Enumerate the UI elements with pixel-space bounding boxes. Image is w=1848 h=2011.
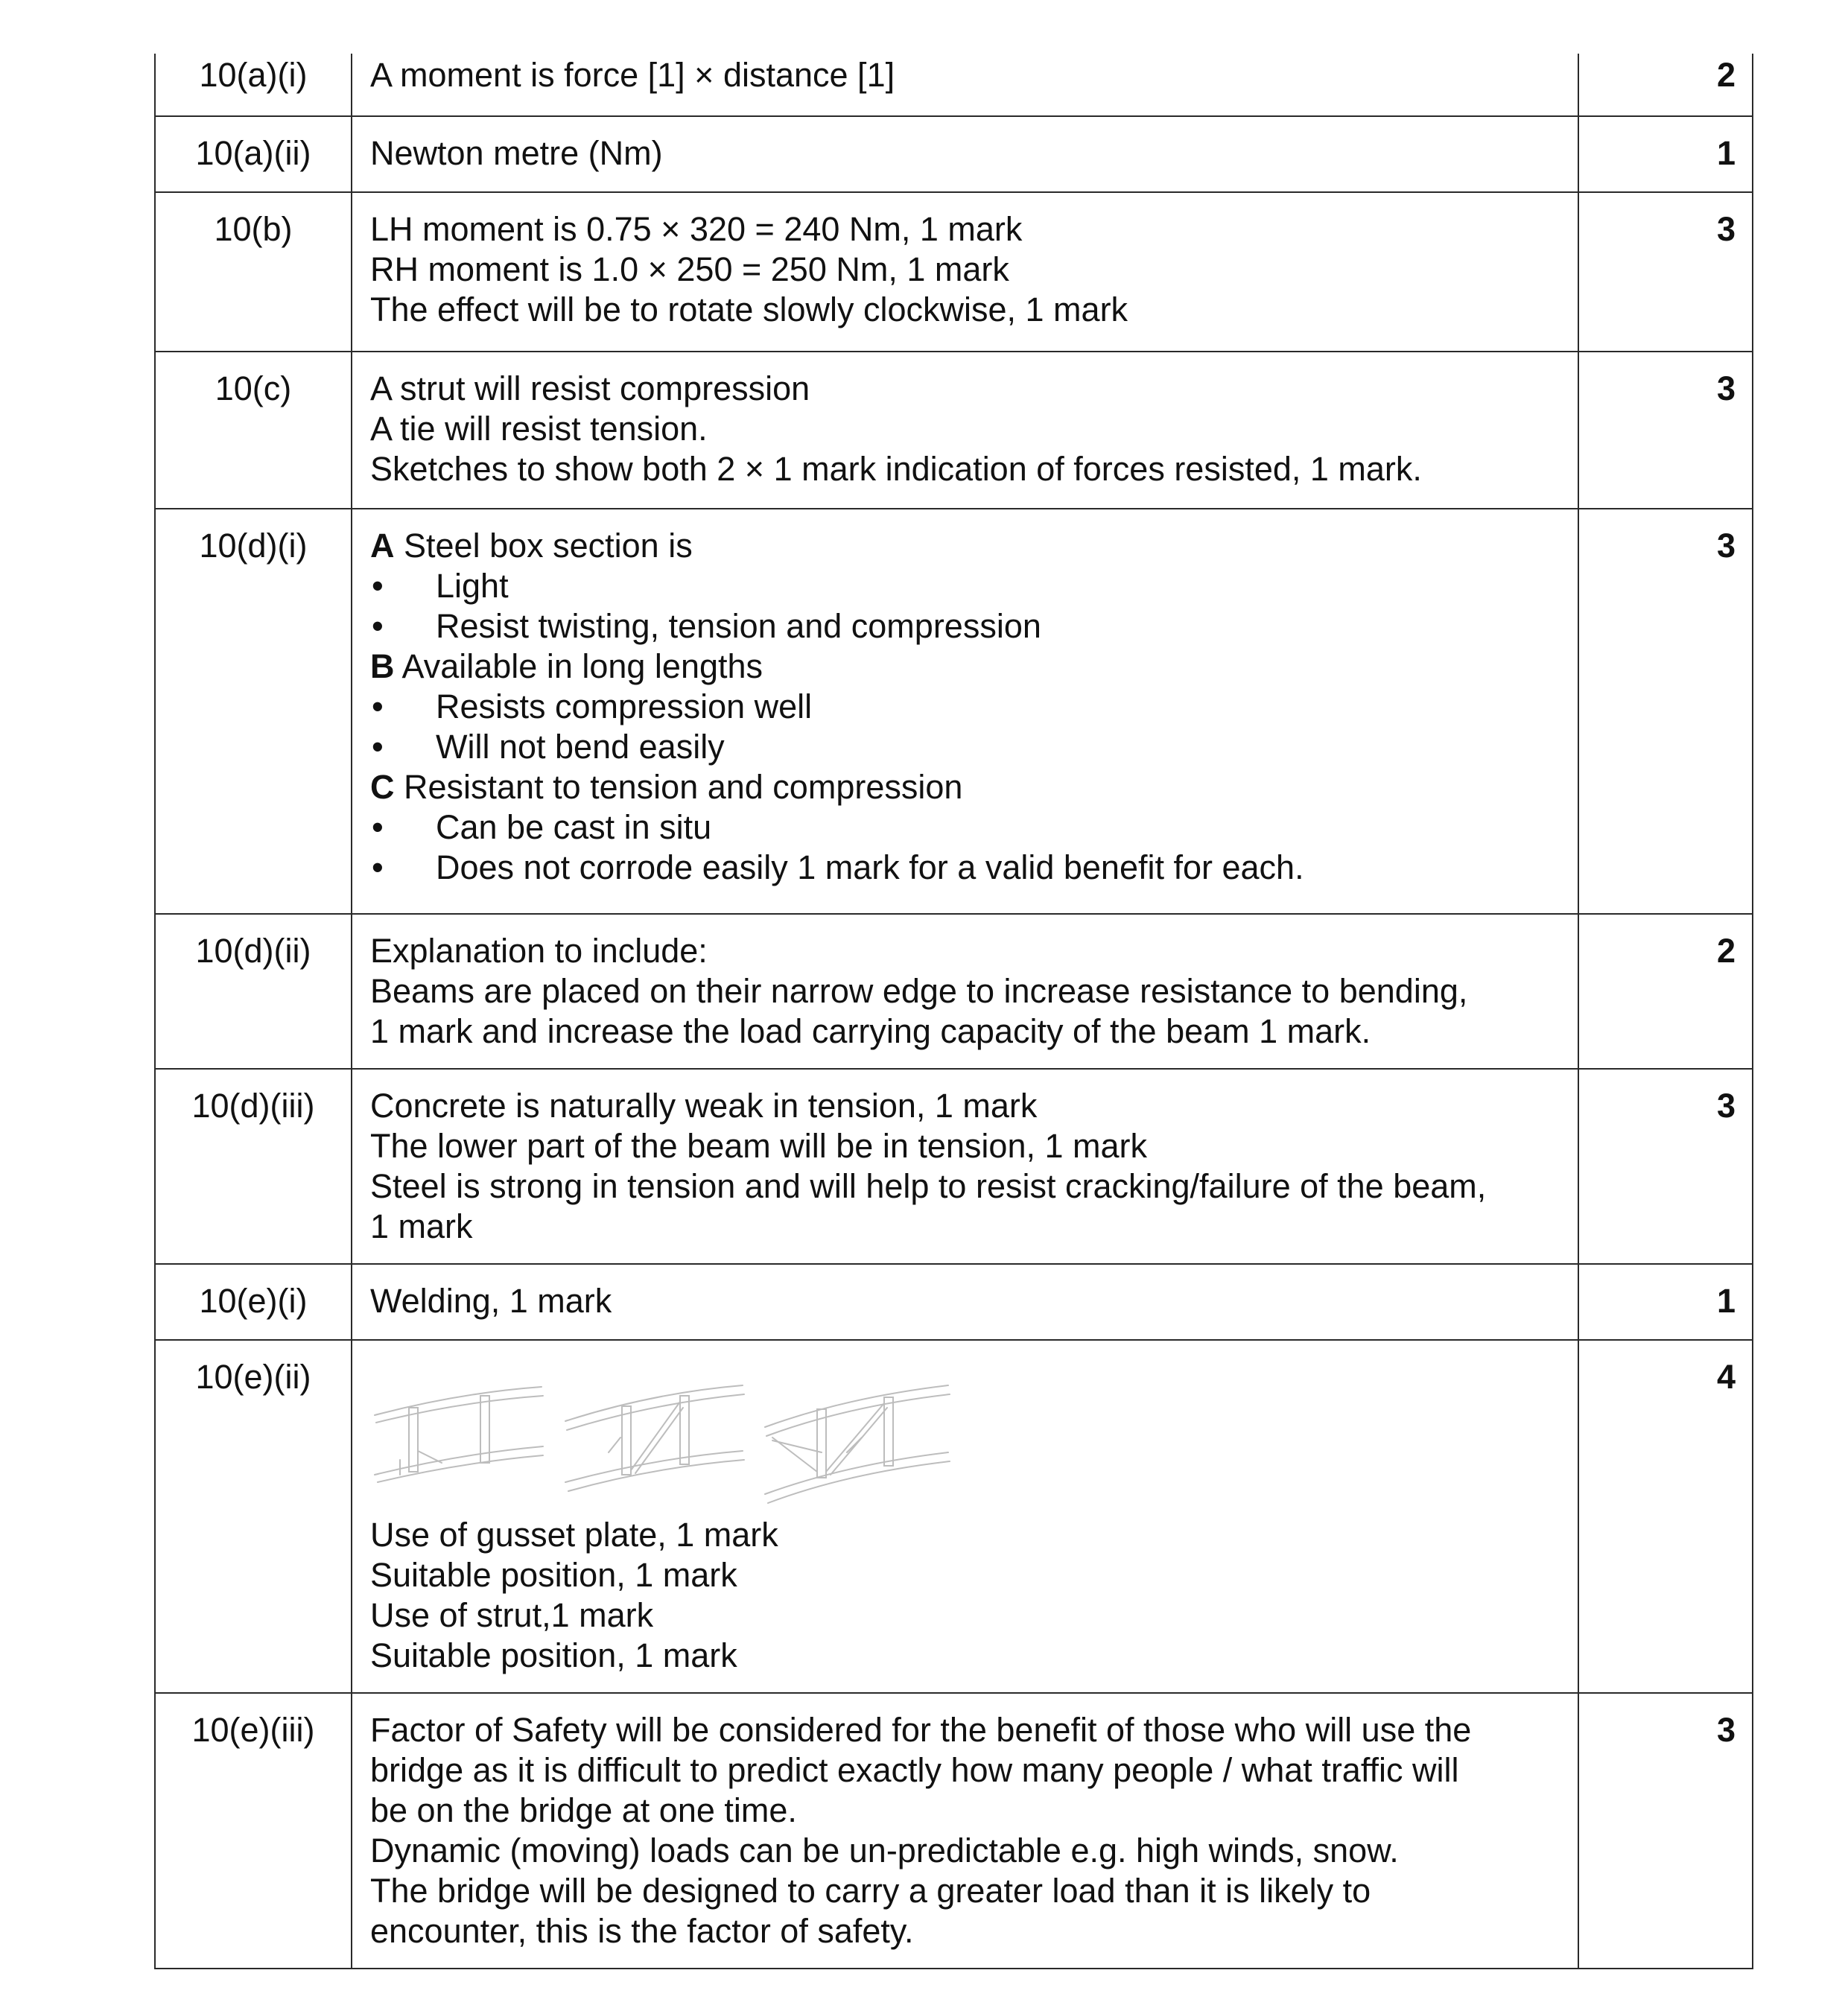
table-row — [155, 914, 1753, 1069]
question-number: 10(e)(i) — [155, 1264, 352, 1340]
answer-line: Beams are placed on their narrow edge to increase resistance to bending, — [370, 972, 1468, 1010]
question-number: 10(e)(iii) — [155, 1693, 352, 1969]
question-number: 10(a)(ii) — [155, 116, 352, 192]
answer-cell — [352, 1340, 1578, 1693]
answer-cell — [352, 1264, 1578, 1340]
answer-cell — [352, 116, 1578, 192]
bullet-text: Resist twisting, tension and compression — [436, 607, 1041, 645]
table-row — [155, 509, 1753, 914]
marks-value: 1 — [1578, 1264, 1753, 1340]
truss-sketch-3 — [765, 1385, 950, 1503]
bullet-icon: • — [372, 848, 384, 886]
truss-joint-sketches — [370, 1363, 951, 1505]
bullet-text: Light — [436, 567, 509, 605]
answer-cell — [352, 352, 1578, 509]
answer-line: Suitable position, 1 mark — [370, 1556, 737, 1594]
mark-scheme-table — [154, 54, 1753, 1969]
bullet-icon: • — [372, 728, 384, 766]
question-number: 10(d)(ii) — [155, 914, 352, 1069]
table-row — [155, 54, 1753, 116]
question-number: 10(d)(iii) — [155, 1069, 352, 1264]
answer-line: The lower part of the beam will be in tension, 1 mark — [370, 1127, 1147, 1165]
answer-line: The effect will be to rotate slowly clockwise, 1 mark — [370, 290, 1128, 328]
marks-value: 3 — [1578, 1069, 1753, 1264]
list-item — [370, 687, 1560, 727]
table-row — [155, 1264, 1753, 1340]
truss-sketch-1 — [375, 1387, 543, 1482]
table-row — [155, 192, 1753, 352]
question-number: 10(d)(i) — [155, 509, 352, 914]
answer-cell — [352, 1069, 1578, 1264]
list-item — [370, 606, 1560, 646]
answer-line: 1 mark — [370, 1207, 473, 1245]
answer-cell — [352, 192, 1578, 352]
answer-cell — [352, 509, 1578, 914]
question-number: 10(b) — [155, 192, 352, 352]
answer-line: The bridge will be designed to carry a greater load than it is likely to — [370, 1872, 1371, 1910]
answer-line: Explanation to include: — [370, 932, 708, 970]
section-text-b: Available in long lengths — [394, 647, 763, 685]
answer-line: Steel is strong in tension and will help to resist cracking/failure of the beam, — [370, 1167, 1487, 1205]
answer-line: bridge as it is difficult to predict exactly how many people / what traffic will — [370, 1751, 1459, 1789]
answer-line: Factor of Safety will be considered for the benefit of those who will use the — [370, 1711, 1472, 1749]
answer-line: Concrete is naturally weak in tension, 1 mark — [370, 1087, 1038, 1125]
answer-line: Use of gusset plate, 1 mark — [370, 1516, 778, 1554]
answer-line: Use of strut,1 mark — [370, 1596, 654, 1634]
answer-cell — [352, 1693, 1578, 1969]
bullet-icon: • — [372, 567, 384, 605]
marks-value: 4 — [1578, 1340, 1753, 1693]
answer-line: Welding, 1 mark — [370, 1282, 612, 1320]
marks-value: 3 — [1578, 192, 1753, 352]
section-heading-b — [370, 646, 1560, 687]
section-label-c: C — [370, 768, 395, 806]
table-row — [155, 1693, 1753, 1969]
bullet-icon: • — [372, 607, 384, 645]
table-row — [155, 1340, 1753, 1693]
section-text-a: Steel box section is — [394, 527, 693, 565]
answer-line: A tie will resist tension. — [370, 410, 708, 448]
bullet-icon: • — [372, 808, 384, 846]
answer-line: A moment is force [1] × distance [1] — [370, 56, 895, 94]
list-item — [370, 727, 1560, 767]
question-number: 10(e)(ii) — [155, 1340, 352, 1693]
question-number: 10(c) — [155, 352, 352, 509]
truss-sketch-2 — [565, 1385, 744, 1491]
bullet-text: Can be cast in situ — [436, 808, 712, 846]
bullet-text: Will not bend easily — [436, 728, 725, 766]
section-heading-a — [370, 526, 1560, 566]
bullet-text: Resists compression well — [436, 687, 813, 725]
answer-line: Dynamic (moving) loads can be un-predictable e.g. high winds, snow. — [370, 1831, 1399, 1869]
answer-line: Suitable position, 1 mark — [370, 1636, 737, 1674]
marks-value: 2 — [1578, 914, 1753, 1069]
table-row — [155, 116, 1753, 192]
section-label-b: B — [370, 647, 395, 685]
answer-cell — [352, 914, 1578, 1069]
answer-line: RH moment is 1.0 × 250 = 250 Nm, 1 mark — [370, 250, 1009, 288]
section-heading-c — [370, 767, 1560, 807]
answer-line: encounter, this is the factor of safety. — [370, 1912, 914, 1950]
table-row — [155, 352, 1753, 509]
table-row — [155, 1069, 1753, 1264]
list-item — [370, 848, 1560, 888]
marks-value: 1 — [1578, 116, 1753, 192]
list-item — [370, 807, 1560, 848]
bullet-text: Does not corrode easily 1 mark for a valid benefit for each. — [436, 848, 1304, 886]
section-text-c: Resistant to tension and compression — [394, 768, 963, 806]
marks-value: 3 — [1578, 1693, 1753, 1969]
answer-cell — [352, 54, 1578, 116]
marks-value: 3 — [1578, 509, 1753, 914]
answer-line: 1 mark and increase the load carrying capacity of the beam 1 mark. — [370, 1012, 1371, 1050]
section-label-a: A — [370, 527, 395, 565]
marks-value: 3 — [1578, 352, 1753, 509]
answer-line: Sketches to show both 2 × 1 mark indication of forces resisted, 1 mark. — [370, 450, 1422, 488]
answer-line: LH moment is 0.75 × 320 = 240 Nm, 1 mark — [370, 210, 1023, 248]
list-item — [370, 566, 1560, 606]
answer-line: Newton metre (Nm) — [370, 134, 663, 172]
question-number: 10(a)(i) — [155, 54, 352, 116]
answer-line: be on the bridge at one time. — [370, 1791, 797, 1829]
marks-value: 2 — [1578, 54, 1753, 116]
bullet-icon: • — [372, 687, 384, 725]
answer-line: A strut will resist compression — [370, 369, 810, 407]
